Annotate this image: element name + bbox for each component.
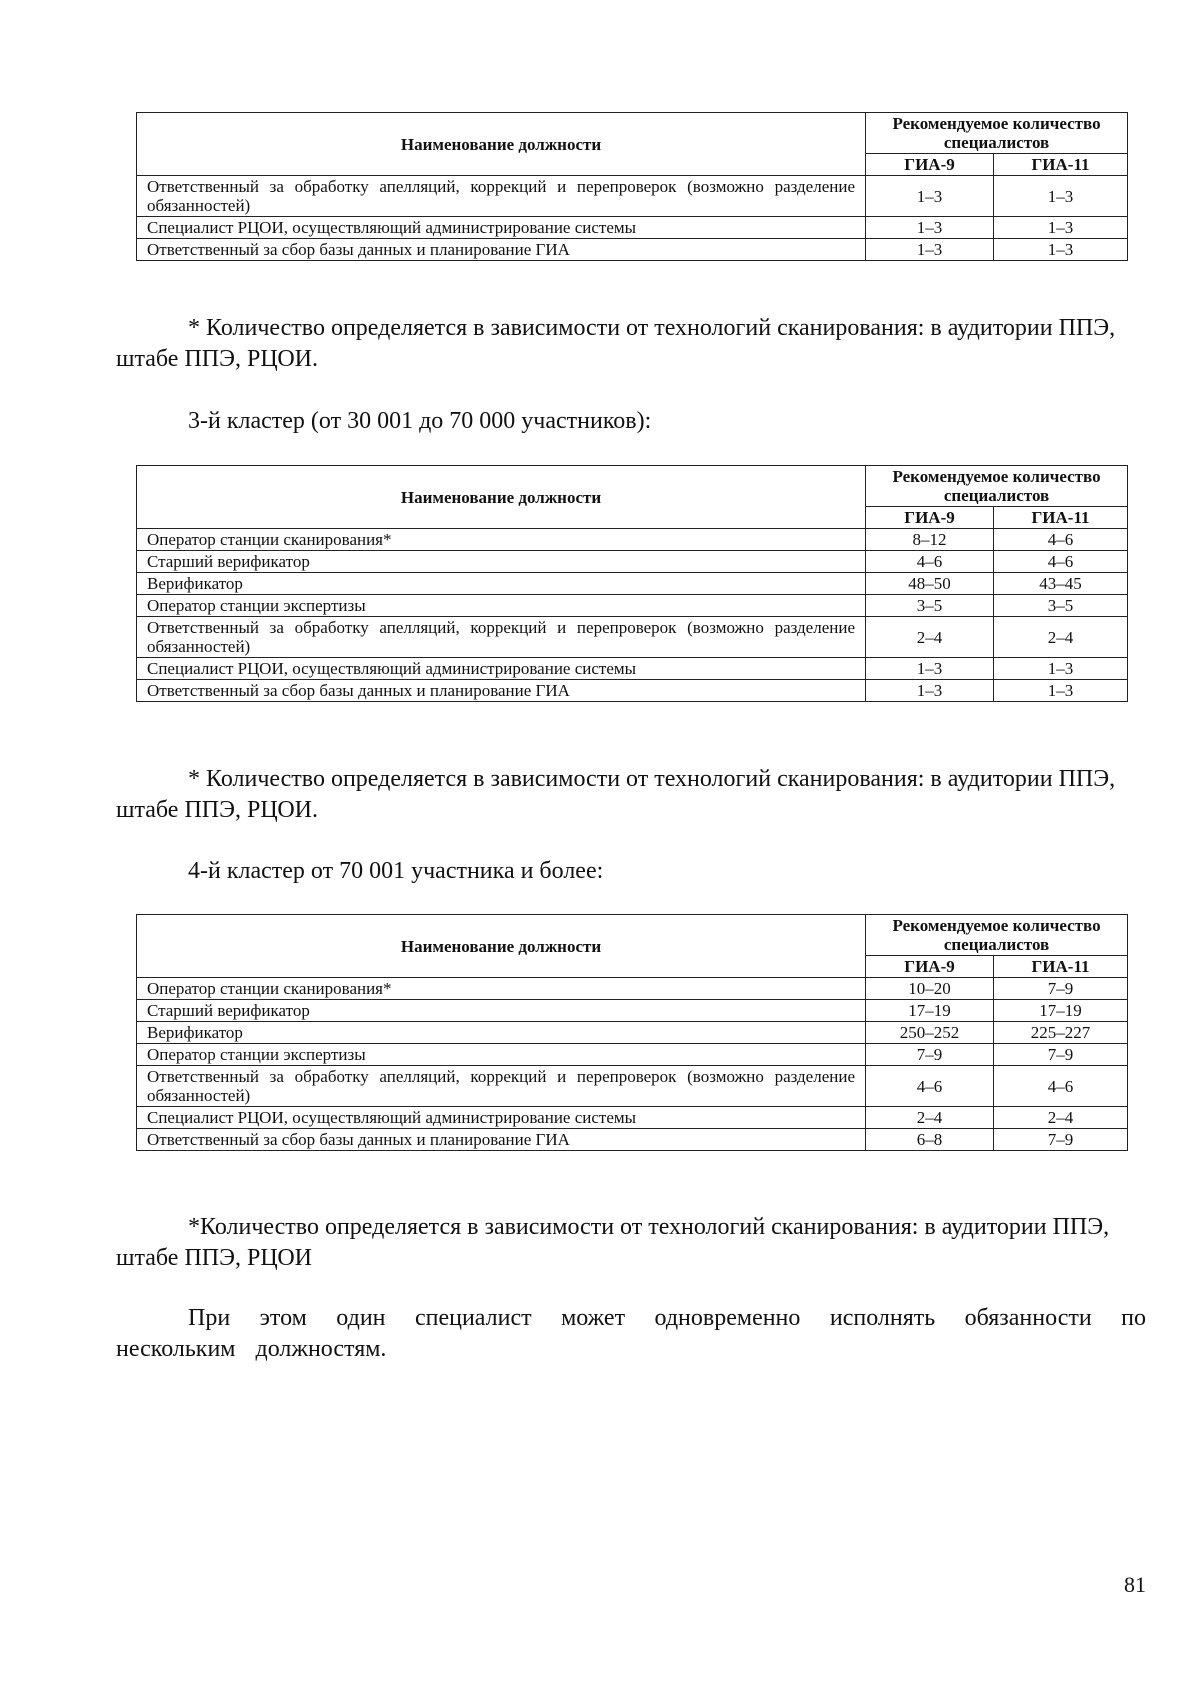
gia9-cell: 1–3 [866, 217, 994, 239]
position-cell: Оператор станции экспертизы [137, 595, 866, 617]
gia9-cell: 6–8 [866, 1129, 994, 1151]
gia11-cell: 4–6 [994, 551, 1128, 573]
cluster-3-heading: 3-й кластер (от 30 001 до 70 000 участников): [188, 408, 652, 434]
position-cell: Старший верификатор [137, 1000, 866, 1022]
table-row [137, 1107, 1128, 1129]
table-row [137, 617, 1128, 658]
gia11-cell: 225–227 [994, 1022, 1128, 1044]
gia11-cell: 17–19 [994, 1000, 1128, 1022]
note-1: * Количество определяется в зависимости от технологий сканирования: в аудитории ППЭ, штабе ППЭ, РЦОИ. [116, 315, 1116, 372]
gia11-cell: 7–9 [994, 1044, 1128, 1066]
gia9-cell: 2–4 [866, 617, 994, 658]
gia9-cell: 8–12 [866, 529, 994, 551]
cluster-4-heading: 4-й кластер от 70 001 участника и более: [188, 858, 604, 884]
gia9-cell: 10–20 [866, 978, 994, 1000]
position-cell: Ответственный за обработку апелляций, коррекций и перепроверок (возможно разделение обязанностей) [137, 176, 866, 217]
position-cell: Специалист РЦОИ, осуществляющий администрирование системы [137, 217, 866, 239]
table-row [137, 595, 1128, 617]
position-cell: Оператор станции сканирования* [137, 978, 866, 1000]
gia9-cell: 2–4 [866, 1107, 994, 1129]
table-row [137, 529, 1128, 551]
table-row [137, 658, 1128, 680]
position-cell: Ответственный за сбор базы данных и планирование ГИА [137, 239, 866, 261]
header-gia11: ГИА-11 [994, 154, 1128, 176]
note-3: *Количество определяется в зависимости от технологий сканирования: в аудитории ППЭ, штабе ППЭ, РЦОИ [116, 1214, 1110, 1271]
header-recommended: Рекомендуемое количество специалистов [866, 915, 1128, 956]
note-2: * Количество определяется в зависимости от технологий сканирования: в аудитории ППЭ, штабе ППЭ, РЦОИ. [116, 766, 1116, 823]
header-position: Наименование должности [137, 466, 866, 529]
position-cell: Оператор станции экспертизы [137, 1044, 866, 1066]
position-cell: Верификатор [137, 1022, 866, 1044]
table-row [137, 1129, 1128, 1151]
position-cell: Оператор станции сканирования* [137, 529, 866, 551]
gia11-cell: 1–3 [994, 217, 1128, 239]
header-position: Наименование должности [137, 113, 866, 176]
gia9-cell: 1–3 [866, 176, 994, 217]
position-cell: Ответственный за сбор базы данных и планирование ГИА [137, 680, 866, 702]
position-cell: Старший верификатор [137, 551, 866, 573]
table-row [137, 1066, 1128, 1107]
gia11-cell: 7–9 [994, 978, 1128, 1000]
header-gia9: ГИА-9 [866, 154, 994, 176]
staff-table-2 [136, 465, 1128, 702]
gia11-cell: 1–3 [994, 658, 1128, 680]
table-row [137, 1044, 1128, 1066]
header-recommended: Рекомендуемое количество специалистов [866, 466, 1128, 507]
gia11-cell: 43–45 [994, 573, 1128, 595]
position-cell: Верификатор [137, 573, 866, 595]
header-gia11: ГИА-11 [994, 956, 1128, 978]
staff-table-3 [136, 914, 1128, 1151]
gia9-cell: 4–6 [866, 551, 994, 573]
page-number: 81 [1124, 1572, 1146, 1597]
gia11-cell: 2–4 [994, 1107, 1128, 1129]
position-cell: Специалист РЦОИ, осуществляющий администрирование системы [137, 1107, 866, 1129]
position-cell: Ответственный за сбор базы данных и планирование ГИА [137, 1129, 866, 1151]
position-cell: Специалист РЦОИ, осуществляющий администрирование системы [137, 658, 866, 680]
gia9-cell: 1–3 [866, 239, 994, 261]
header-gia9: ГИА-9 [866, 507, 994, 529]
gia11-cell: 4–6 [994, 1066, 1128, 1107]
gia9-cell: 1–3 [866, 680, 994, 702]
gia11-cell: 1–3 [994, 680, 1128, 702]
header-recommended: Рекомендуемое количество специалистов [866, 113, 1128, 154]
gia11-cell: 7–9 [994, 1129, 1128, 1151]
gia11-cell: 4–6 [994, 529, 1128, 551]
gia11-cell: 1–3 [994, 176, 1128, 217]
table-row [137, 680, 1128, 702]
gia11-cell: 1–3 [994, 239, 1128, 261]
staff-table-1 [136, 112, 1128, 261]
table-row [137, 1022, 1128, 1044]
gia11-cell: 3–5 [994, 595, 1128, 617]
table-row [137, 573, 1128, 595]
header-gia11: ГИА-11 [994, 507, 1128, 529]
header-position: Наименование должности [137, 915, 866, 978]
table-row [137, 1000, 1128, 1022]
gia9-cell: 1–3 [866, 658, 994, 680]
gia11-cell: 2–4 [994, 617, 1128, 658]
gia9-cell: 17–19 [866, 1000, 994, 1022]
position-cell: Ответственный за обработку апелляций, коррекций и перепроверок (возможно разделение обязанностей) [137, 1066, 866, 1107]
table-row [137, 551, 1128, 573]
closing-paragraph: При этом один специалист может одновременно исполнять обязанности по нескольким должностям. [116, 1305, 1146, 1362]
header-gia9: ГИА-9 [866, 956, 994, 978]
table-row [137, 239, 1128, 261]
gia9-cell: 250–252 [866, 1022, 994, 1044]
gia9-cell: 3–5 [866, 595, 994, 617]
gia9-cell: 4–6 [866, 1066, 994, 1107]
position-cell: Ответственный за обработку апелляций, коррекций и перепроверок (возможно разделение обязанностей) [137, 617, 866, 658]
table-row [137, 176, 1128, 217]
table-row [137, 978, 1128, 1000]
gia9-cell: 7–9 [866, 1044, 994, 1066]
gia9-cell: 48–50 [866, 573, 994, 595]
table-row [137, 217, 1128, 239]
